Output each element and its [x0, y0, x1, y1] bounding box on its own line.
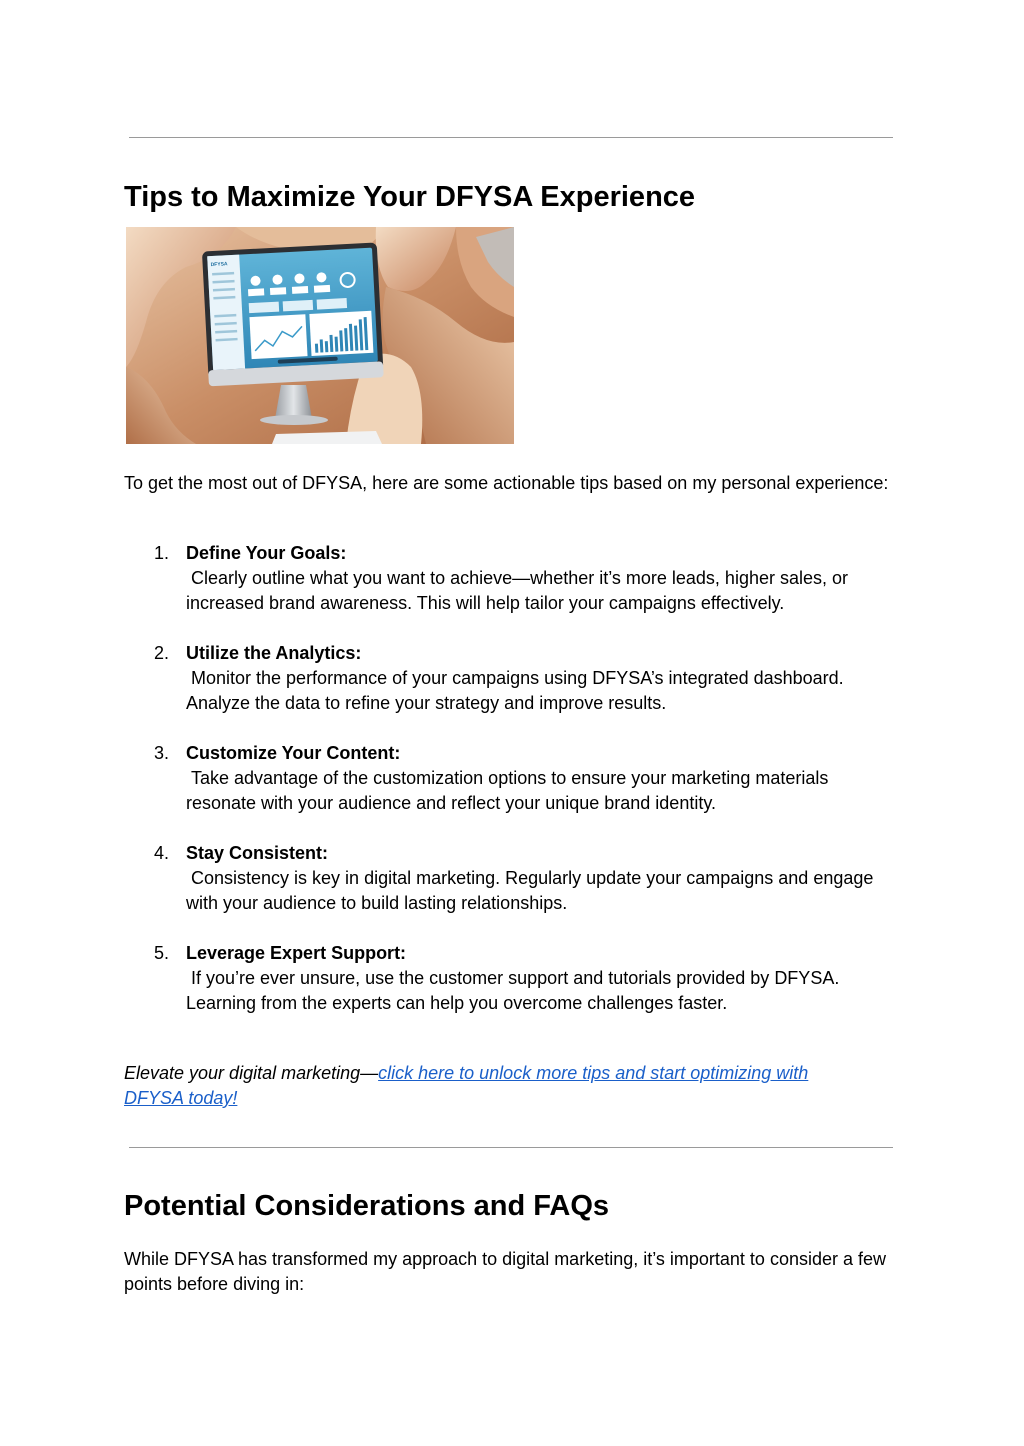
- tip-item-3: [124, 741, 894, 816]
- tip-item-2: [124, 641, 894, 716]
- cta-link[interactable]: click here to unlock more tips and start optimizing with DFYSA today!: [124, 1063, 809, 1108]
- section-title-tips: Tips to Maximize Your DFYSA Experience: [124, 181, 696, 213]
- cta-prefix: Elevate your digital marketing—: [124, 1063, 379, 1083]
- tip-number: 3.: [154, 743, 170, 763]
- tip-number: 4.: [154, 843, 170, 863]
- tip-title: Define Your Goals:: [186, 543, 347, 563]
- section-title-considerations: Potential Considerations and FAQs: [124, 1190, 610, 1222]
- dashboard-illustration-image: [126, 227, 514, 444]
- tip-body: Take advantage of the customization options to ensure your marketing materials resonate with your audience and reflect your unique brand identity.: [186, 768, 829, 813]
- tip-body: Monitor the performance of your campaigns using DFYSA’s integrated dashboard. Analyze the data to refine your strategy and improve results.: [186, 668, 844, 713]
- tip-item-1: [124, 541, 894, 616]
- tip-number: 5.: [154, 943, 170, 963]
- tip-number: 1.: [154, 543, 170, 563]
- horizontal-divider-bottom: [129, 1147, 893, 1148]
- tip-item-5: [124, 941, 894, 1016]
- tip-title: Utilize the Analytics:: [186, 643, 362, 663]
- horizontal-divider-top: [129, 137, 893, 138]
- tip-body: Consistency is key in digital marketing. Regularly update your campaigns and engage with your audience to build lasting relationships.: [186, 868, 874, 913]
- call-to-action: [124, 1061, 864, 1111]
- tip-number: 2.: [154, 643, 170, 663]
- considerations-intro-paragraph: While DFYSA has transformed my approach to digital marketing, it’s important to consider a few points before diving in:: [124, 1249, 887, 1294]
- tip-title: Customize Your Content:: [186, 743, 401, 763]
- tip-item-4: [124, 841, 894, 916]
- tip-body: If you’re ever unsure, use the customer support and tutorials provided by DFYSA. Learning from the experts can help you overcome challenges faster.: [186, 968, 840, 1013]
- tips-intro-paragraph: To get the most out of DFYSA, here are some actionable tips based on my personal experience:: [124, 473, 889, 493]
- tip-body: Clearly outline what you want to achieve—whether it’s more leads, higher sales, or increased brand awareness. This will help tailor your campaigns effectively.: [186, 568, 848, 613]
- screen-brand-label: DFYSA: [210, 261, 228, 269]
- tip-title: Leverage Expert Support:: [186, 943, 407, 963]
- tips-list: [124, 541, 894, 1041]
- tip-title: Stay Consistent:: [186, 843, 329, 863]
